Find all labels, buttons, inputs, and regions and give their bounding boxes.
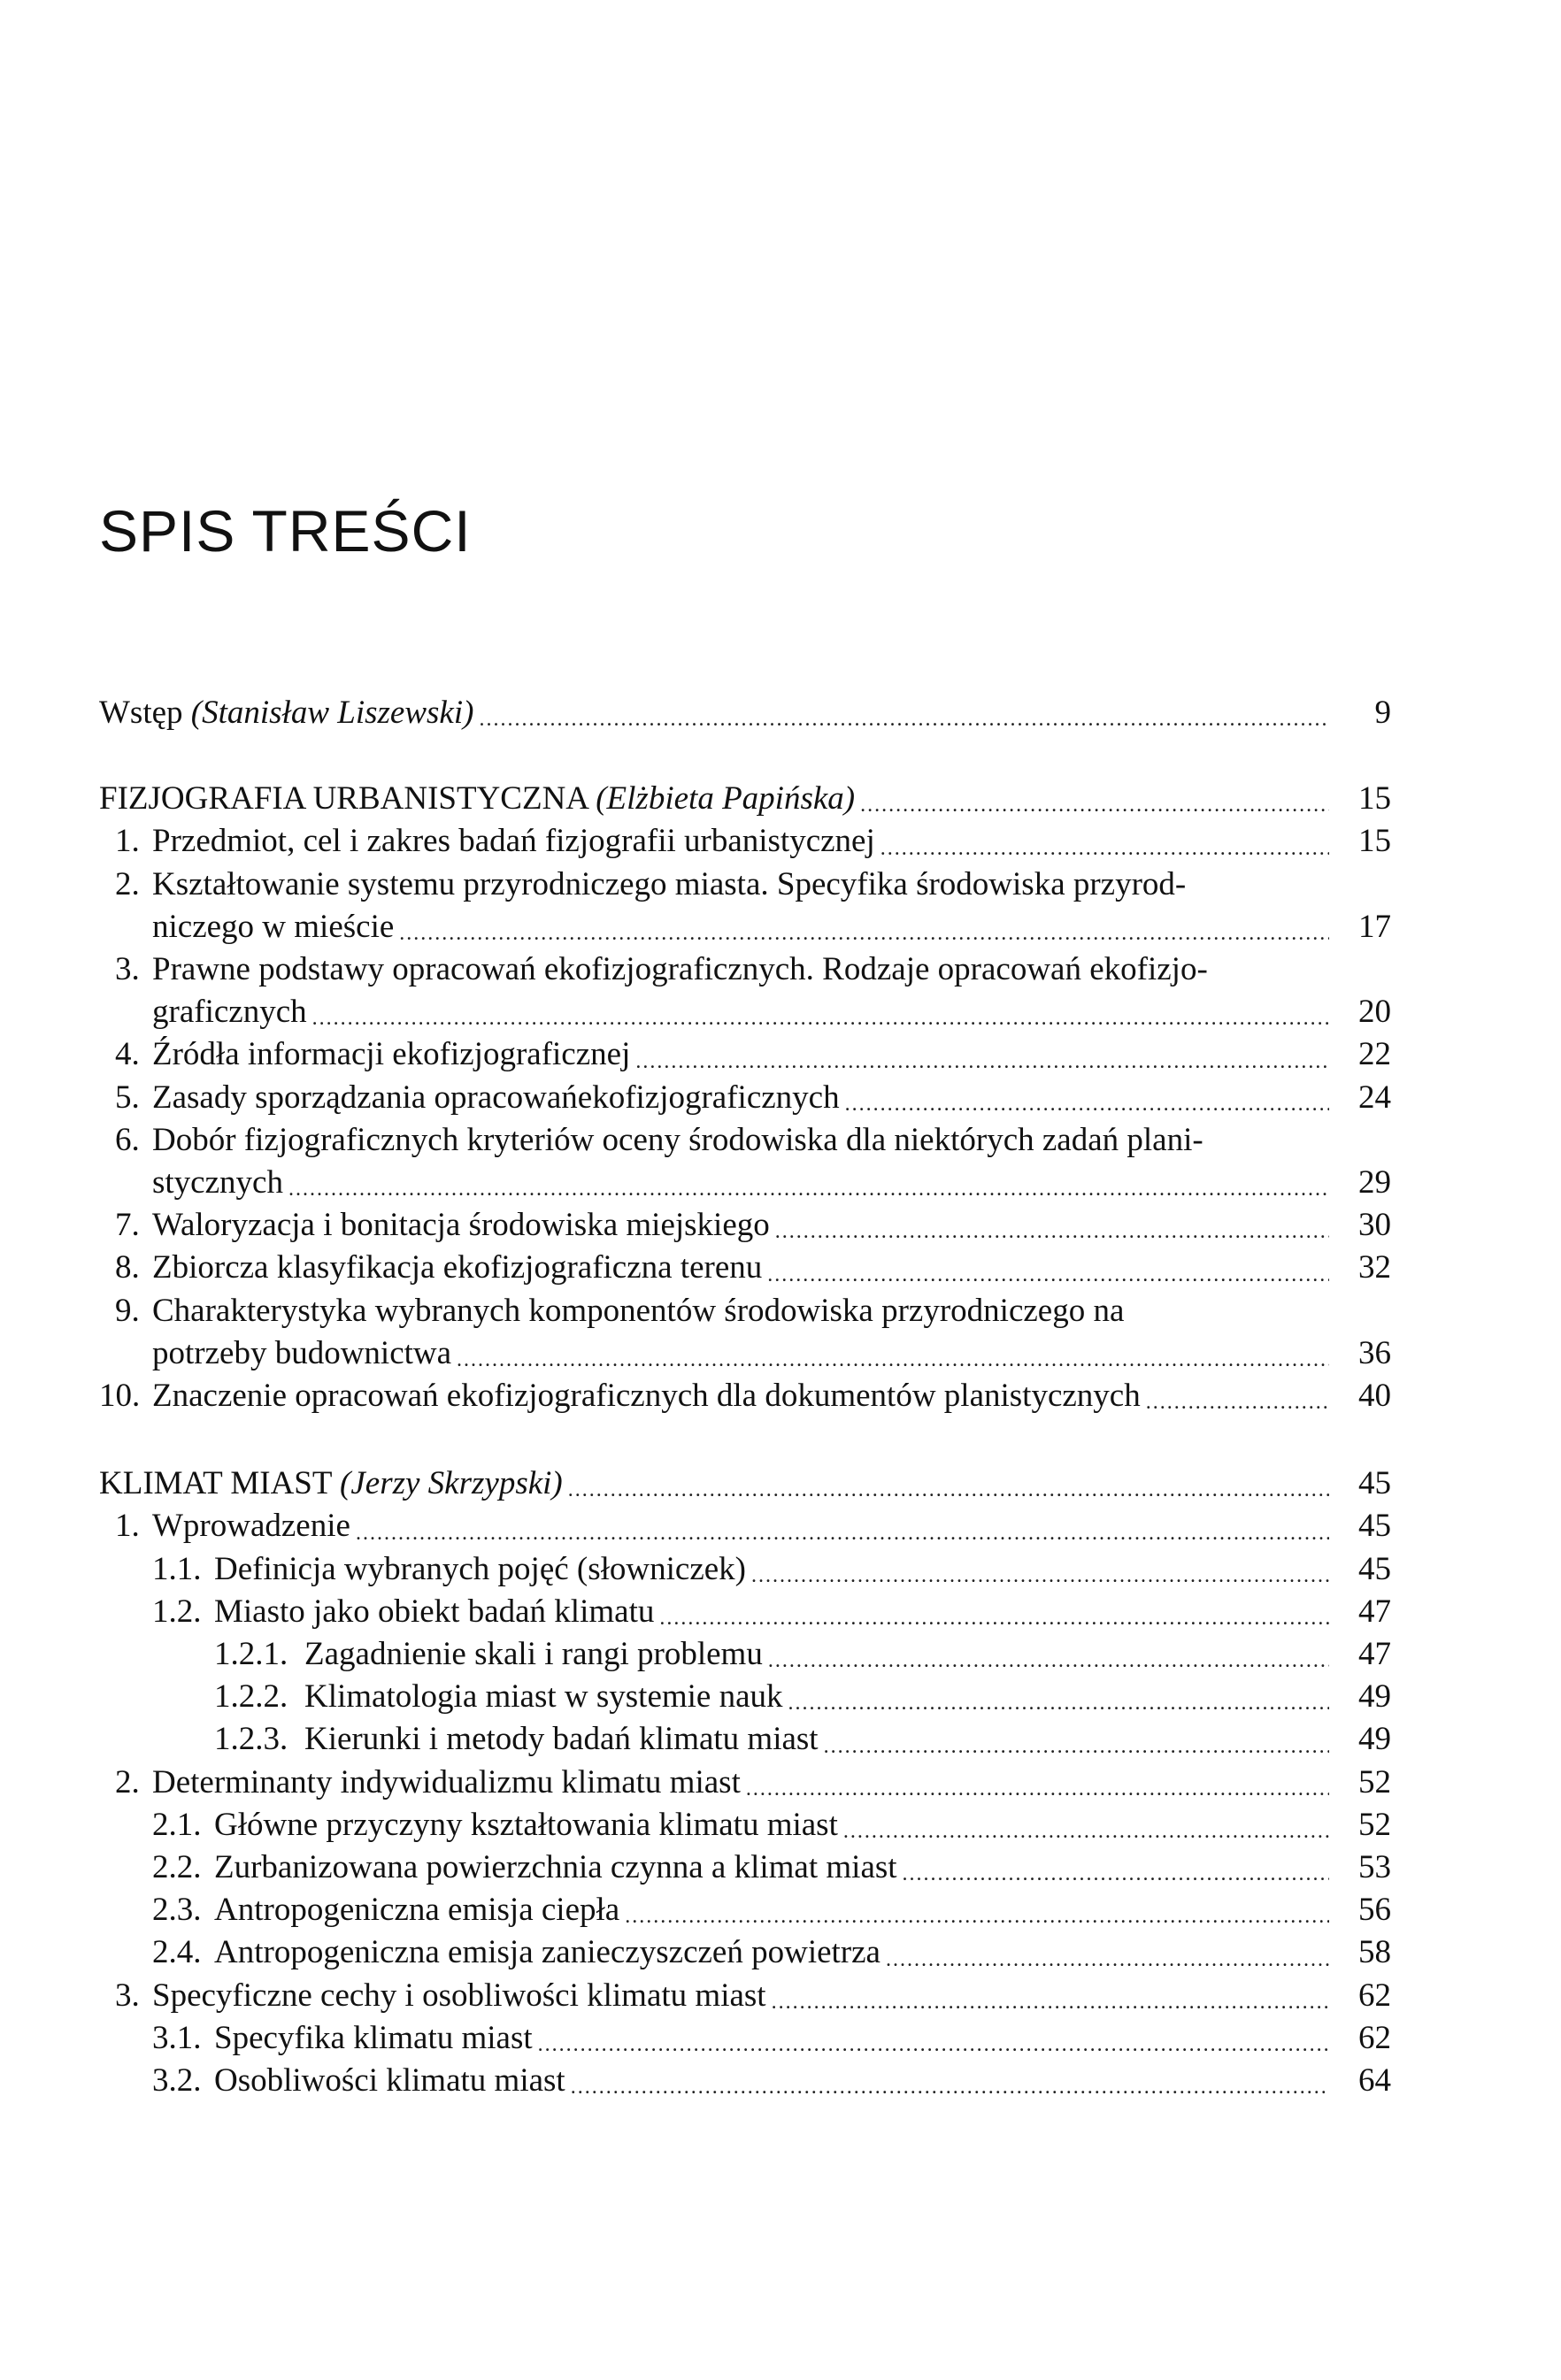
toc-entry (99, 1633, 1391, 1676)
entry-number: 4. (115, 1036, 140, 1073)
entry-number: 1.2.3. (214, 1721, 288, 1758)
entry-text-line-1: Kształtowanie systemu przyrodniczego miasta. Specyfika środowiska przyrod- (152, 865, 1187, 902)
entry-number: 3.2. (152, 2062, 202, 2100)
dot-leader (571, 2072, 1329, 2102)
dot-leader (886, 1945, 1329, 1975)
table-of-contents (99, 692, 1391, 2102)
entry-number: 2.1. (152, 1806, 202, 1843)
page-number: 15 (1358, 780, 1391, 818)
dot-leader (843, 1816, 1329, 1846)
page-number: 58 (1358, 1934, 1391, 1971)
page-number: 32 (1358, 1249, 1391, 1286)
dot-leader (538, 2030, 1329, 2060)
page-title: SPIS TREŚCI (99, 498, 472, 564)
toc-entry (99, 1889, 1391, 1931)
entry-number: 1. (115, 1508, 140, 1545)
toc-entry (99, 1290, 1391, 1375)
entry-number: 3.1. (152, 2019, 202, 2056)
entry-number: 5. (115, 1079, 140, 1116)
section-title: FIZJOGRAFIA URBANISTYCZNA (99, 780, 588, 818)
toc-entry (99, 1718, 1391, 1761)
page-number: 40 (1358, 1378, 1391, 1415)
entry-text: Źródła informacji ekofizjograficznej (152, 1036, 631, 1073)
dot-leader (1146, 1387, 1329, 1417)
dot-leader (788, 1688, 1329, 1718)
entry-number: 3. (115, 1977, 140, 2014)
page-number: 56 (1358, 1892, 1391, 1929)
toc-entry (99, 1762, 1391, 1804)
toc-entry (99, 948, 1391, 1033)
toc-entry (99, 1975, 1391, 2017)
page-number: 62 (1358, 1977, 1391, 2014)
dot-leader (356, 1518, 1329, 1548)
page-number: 53 (1358, 1849, 1391, 1886)
toc-entry (99, 1591, 1391, 1633)
dot-leader (772, 1987, 1329, 2017)
toc-entry (99, 1846, 1391, 1889)
entry-number: 2. (115, 1763, 140, 1800)
toc-entry (99, 1931, 1391, 1974)
toc-entry (99, 2017, 1391, 2060)
entry-text: Klimatologia miast w systemie nauk (304, 1678, 783, 1716)
dot-leader (767, 1260, 1329, 1290)
toc-entry (99, 1676, 1391, 1718)
entry-text: Główne przyczyny kształtowania klimatu miast (214, 1806, 838, 1843)
page-number: 62 (1358, 2019, 1391, 2056)
entry-number: 2.3. (152, 1892, 202, 1929)
section-title: KLIMAT MIAST (99, 1465, 332, 1502)
toc-entry-intro (99, 692, 1391, 734)
page-number: 45 (1358, 1550, 1391, 1587)
entry-text-line-1: Charakterystyka wybranych komponentów środowiska przyrodniczego na (152, 1292, 1125, 1329)
page-number: 29 (1358, 1164, 1391, 1202)
entry-text: Miasto jako obiekt badań klimatu (214, 1593, 655, 1630)
entry-text-line-2: potrzeby budownictwa (152, 1334, 452, 1371)
dot-leader (903, 1859, 1329, 1889)
toc-entry (99, 1247, 1391, 1289)
entry-text: Specyficzne cechy i osobliwości klimatu miast (152, 1977, 766, 2014)
entry-text: Waloryzacja i bonitacja środowiska miejskiego (152, 1207, 770, 1244)
entry-number: 2.2. (152, 1849, 202, 1886)
entry-number: 1.2.1. (214, 1636, 288, 1673)
dot-leader (824, 1731, 1329, 1762)
intro-author: (Stanisław Liszewski) (190, 695, 474, 731)
entry-number: 1.1. (152, 1550, 202, 1587)
entry-number: 1. (115, 823, 140, 860)
entry-text: Znaczenie opracowań ekofizjograficznych dla dokumentów planistycznych (152, 1378, 1141, 1415)
entry-text-line-1: Dobór fizjograficznych kryteriów oceny środowiska dla niektórych zadań plani- (152, 1121, 1203, 1158)
entry-number: 2. (115, 865, 140, 902)
page-number: 52 (1358, 1763, 1391, 1800)
dot-leader (880, 833, 1329, 864)
section-author: (Jerzy Skrzypski) (340, 1465, 563, 1502)
entry-text: Kierunki i metody badań klimatu miast (304, 1721, 819, 1758)
toc-entry (99, 1804, 1391, 1846)
entry-number: 9. (115, 1292, 140, 1329)
entry-text: Osobliwości klimatu miast (214, 2062, 565, 2100)
entry-number: 2.4. (152, 1934, 202, 1971)
entry-text-line-1: Prawne podstawy opracowań ekofizjograficznych. Rodzaje opracowań ekofizjo- (152, 951, 1208, 988)
dot-leader (659, 1603, 1329, 1633)
toc-section-heading (99, 778, 1391, 820)
entry-text-line-2: stycznych (152, 1164, 283, 1202)
dot-leader (479, 704, 1329, 734)
entry-text: Zurbanizowana powierzchnia czynna a klimat miast (214, 1849, 897, 1886)
dot-leader (625, 1901, 1329, 1931)
toc-entry (99, 1548, 1391, 1591)
entry-number: 1.2.2. (214, 1678, 288, 1716)
page-number: 20 (1358, 994, 1391, 1031)
toc-entry (99, 1033, 1391, 1076)
entry-number: 6. (115, 1121, 140, 1158)
entry-text: Przedmiot, cel i zakres badań fizjografii urbanistycznej (152, 823, 875, 860)
page-number: 49 (1358, 1721, 1391, 1758)
entry-text: Antropogeniczna emisja ciepła (214, 1892, 620, 1929)
entry-text: Zasady sporządzania opracowańekofizjograficznych (152, 1079, 840, 1116)
dot-leader (775, 1217, 1329, 1247)
page-number: 45 (1358, 1508, 1391, 1545)
entry-number: 7. (115, 1207, 140, 1244)
page-number: 30 (1358, 1207, 1391, 1244)
toc-entry (99, 1505, 1391, 1547)
entry-text-line-2: niczego w mieście (152, 908, 395, 945)
dot-leader (751, 1561, 1329, 1591)
toc-section-heading (99, 1463, 1391, 1505)
section-author: (Elżbieta Papińska) (596, 780, 856, 818)
entry-text-line-2: graficznych (152, 994, 307, 1031)
entry-text: Specyfika klimatu miast (214, 2019, 533, 2056)
dot-leader (457, 1345, 1329, 1375)
page-number: 9 (1374, 695, 1391, 731)
toc-entry (99, 1204, 1391, 1247)
dot-leader (768, 1646, 1329, 1676)
entry-text: Antropogeniczna emisja zanieczyszczeń powietrza (214, 1934, 880, 1971)
toc-entry (99, 1119, 1391, 1204)
page-number: 49 (1358, 1678, 1391, 1716)
dot-leader (746, 1774, 1329, 1804)
dot-leader (288, 1174, 1329, 1204)
entry-text: Zagadnienie skali i rangi problemu (304, 1636, 763, 1673)
page-number: 22 (1358, 1036, 1391, 1073)
dot-leader (845, 1089, 1329, 1119)
entry-text: Definicja wybranych pojęć (słowniczek) (214, 1550, 746, 1587)
toc-entry (99, 1375, 1391, 1417)
dot-leader (860, 790, 1329, 820)
entry-text: Wprowadzenie (152, 1508, 350, 1545)
page-number: 36 (1358, 1334, 1391, 1371)
dot-leader (312, 1003, 1329, 1033)
page-number: 45 (1358, 1465, 1391, 1502)
dot-leader (568, 1475, 1329, 1505)
page-number: 24 (1358, 1079, 1391, 1116)
page-number: 17 (1358, 908, 1391, 945)
entry-number: 10. (99, 1378, 141, 1415)
entry-text: Determinanty indywidualizmu klimatu miast (152, 1763, 741, 1800)
page-number: 52 (1358, 1806, 1391, 1843)
toc-entry (99, 1077, 1391, 1119)
page-number: 15 (1358, 823, 1391, 860)
page-number: 47 (1358, 1593, 1391, 1630)
entry-number: 8. (115, 1249, 140, 1286)
page-number: 47 (1358, 1636, 1391, 1673)
toc-entry (99, 820, 1391, 863)
entry-text: Zbiorcza klasyfikacja ekofizjograficzna terenu (152, 1249, 763, 1286)
entry-number: 3. (115, 951, 140, 988)
toc-entry (99, 2060, 1391, 2102)
dot-leader (399, 918, 1329, 948)
toc-entry (99, 864, 1391, 948)
intro-label: Wstęp (99, 695, 183, 731)
page-number: 64 (1358, 2062, 1391, 2100)
dot-leader (635, 1047, 1329, 1077)
entry-number: 1.2. (152, 1593, 202, 1630)
